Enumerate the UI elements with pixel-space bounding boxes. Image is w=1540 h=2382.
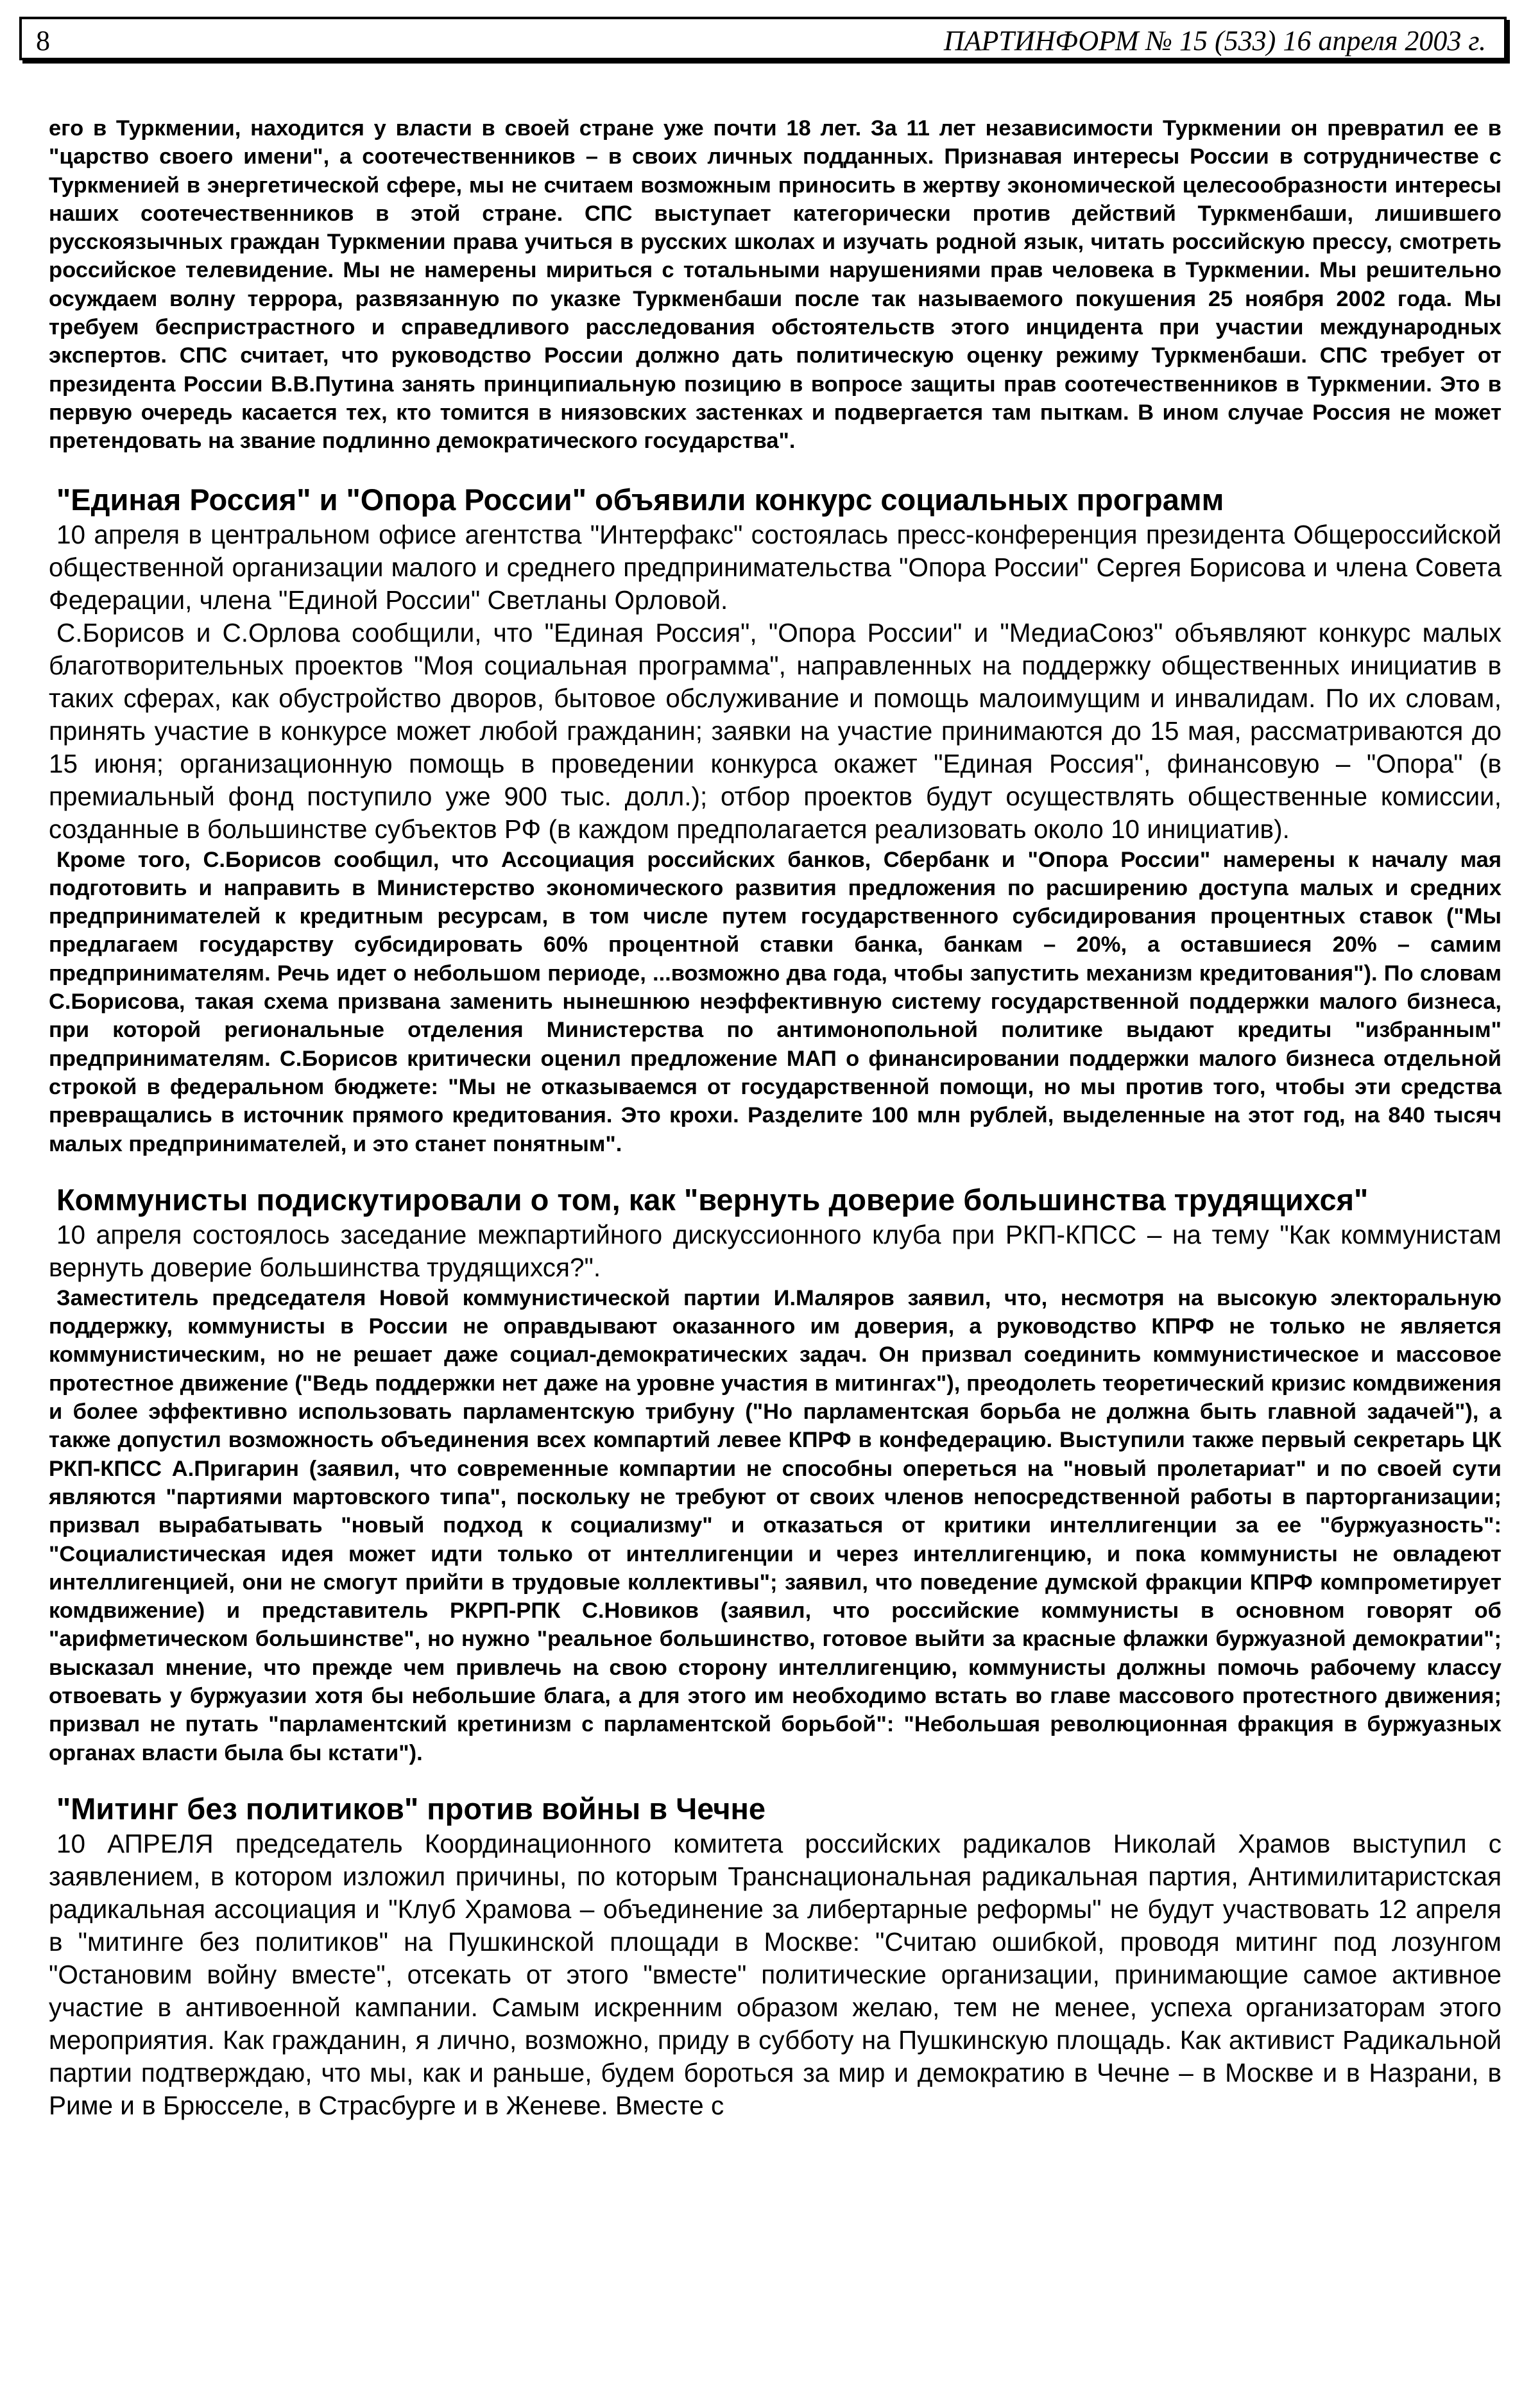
article1-paragraph-2: С.Борисов и С.Орлова сообщили, что "Единая Россия", "Опора России" и "МедиаСоюз" объявляют конкурс малых благотворительных проектов "Моя социальная программа", направленных на поддержку общественных инициатив в таких сферах, как обустройство дворов, бытовое обслуживание и помощь малоимущим и инвалидам. По их словам, принять участие в конкурсе может любой гражданин; заявки на участие принимаются до 15 мая, рассматриваются до 15 июня; организационную помощь в проведении конкурса окажет "Единая Россия", финансовую – "Опора" (в премиальный фонд поступило уже 900 тыс. долл.); отбор проектов будут осуществлять общественные комиссии, созданные в большинстве субъектов РФ (в каждом предполагается реализовать около 10 инициатив). — [49, 617, 1502, 844]
article3-title: "Митинг без политиков" против войны в Чечне — [56, 1791, 766, 1826]
article3-paragraph-1: 10 АПРЕЛЯ председатель Координационного комитета российских радикалов Николай Храмов выступил с заявлением, в котором изложил причины, по которым Транснациональная радикальная партия, Антимилитаристская радикальная ассоциация и "Клуб Храмова – объединение за либертарные реформы" не будут участвовать 12 апреля в "митинге без политиков" на Пушкинской площади в Москве: "Считаю ошибкой, проводя митинг под лозунгом "Остановим войну вместе", отсекать от этого "вместе" политические организации, принимающие самое активное участие в антивоенной кампании. Самым искренним образом желаю, тем не менее, успеха организаторам этого мероприятия. Как гражданин, я лично, возможно, приду в субботу на Пушкинскую площадь. Как активист Радикальной партии подтверждаю, что мы, как и раньше, будем бороться за мир и демократию в Чечне – в Москве и в Назрани, в Риме и в Брюсселе, в Страсбурге и в Женеве. Вместе с — [49, 1828, 1502, 2120]
article2-paragraph-2: Заместитель председателя Новой коммунистической партии И.Маляров заявил, что, несмотря на высокую электоральную поддержку, коммунисты в России не оправдывают оказанного им доверия, а руководство КПРФ не только не является коммунистическим, но не решает даже социал-демократических задач. Он призвал соединить коммунистическое и массовое протестное движение ("Ведь поддержки нет даже на уровне участия в митингах"), преодолеть теоретический кризис комдвижения и более эффективно использовать парламентскую трибуну ("Но парламентская борьба не должна быть главной задачей"), а также допустил возможность объединения всех компартий левее КПРФ в конфедерацию. Выступили также первый секретарь ЦК РКП-КПСС А.Пригарин (заявил, что современные компартии не способны опереться на "новый пролетариат" и по своей сути являются "партиями мартовского типа", поскольку не требуют от своих членов непосредственной работы в парторганизации; призвал вырабатывать "новый подход к социализму" и отказаться от критики интеллигенции за ее "буржуазность": "Социалистическая идея может идти только от интеллигенции и через интеллигенцию, и пока коммунисты не овладеют интеллигенцией, они не смогут прийти в трудовые коллективы"; заявил, что поведение думской фракции КПРФ компрометирует комдвижение) и представитель РКРП-РПК С.Новиков (заявил, что российские коммунисты в основном говорят об "арифметическом большинстве", но нужно "реальное большинство, готовое выйти за красные флажки буржуазной демократии"; высказал мнение, что прежде чем привлечь на свою сторону интеллигенцию, коммунисты должны помочь рабочему классу отвоевать у буржуазии хотя бы небольшие блага, а для этого им необходимо встать во главе массового протестного движения; призвал не путать "парламентский кретинизм с парламентской борьбой": "Небольшая революционная фракция в буржуазных органах власти была бы кстати"). — [49, 1285, 1502, 1765]
article1-title: "Единая Россия" и "Опора России" объявили конкурс социальных программ — [56, 482, 1224, 517]
intro-paragraph: его в Туркмении, находится у власти в своей стране уже почти 18 лет. За 11 лет независимости Туркмении он превратил ее в "царство своего имени", а соотечественников – в своих личных подданных. Признавая интересы России в сотрудничестве с Туркменией в энергетической сфере, мы не считаем возможным приносить в жертву экономической целесообразности интересы наших соотечественников в этой стране. СПС выступает категорически против действий Туркменбаши, лишившего русскоязычных граждан Туркмении права учиться в русских школах и изучать родной язык, читать российскую прессу, смотреть российское телевидение. Мы не намерены мириться с тотальными нарушениями прав человека в Туркмении. Мы решительно осуждаем волну террора, развязанную по указке Туркменбаши после так называемого покушения 25 ноября 2002 года. Мы требуем беспристрастного и справедливого расследования обстоятельств этого инцидента при участии международных экспертов. СПС считает, что руководство России должно дать политическую оценку режиму Туркменбаши. СПС требует от президента России В.В.Путина занять принципиальную позицию в вопросе защиты прав соотечественников в Туркмении. Это в первую очередь касается тех, кто томится в ниязовских застенках и подвергается там пыткам. В ином случае Россия не может претендовать на звание подлинно демократического государства". — [49, 116, 1502, 454]
page-header — [19, 17, 1507, 60]
article2-title: Коммунисты подискутировали о том, как "вернуть доверие большинства трудящихся" — [56, 1182, 1369, 1217]
issue-line: ПАРТИНФОРМ № 15 (533) 16 апреля 2003 г. — [943, 25, 1486, 56]
article1-paragraph-3: Кроме того, С.Борисов сообщил, что Ассоциация российских банков, Сбербанк и "Опора России" намерены к началу мая подготовить и направить в Министерство экономического развития предложения по расширению доступа малых и средних предпринимателей к кредитным ресурсам, в том числе путем государственного субсидирования процентных ставок ("Мы предлагаем государству субсидировать 60% процентной ставки банка, банкам – 20%, а оставшиеся 20% – самим предпринимателям. Речь идет о небольшом периоде, ...возможно два года, чтобы запустить механизм кредитования"). По словам С.Борисова, такая схема призвана заменить нынешнюю неэффективную систему государственной поддержки малого бизнеса, при которой региональные отделения Министерства по антимонопольной политике выдают кредиты "избранным" предпринимателям. С.Борисов критически оценил предложение МАП о финансировании поддержки малого бизнеса отдельной строкой в федеральном бюджете: "Мы не отказываемся от государственной помощи, но мы против того, чтобы эти средства превращались в источник прямого кредитования. Это крохи. Разделите 100 млн рублей, выделенные на этот год, на 840 тысяч малых предпринимателей, и это станет понятным". — [49, 847, 1502, 1156]
article-body — [49, 114, 1502, 2122]
page-number: 8 — [36, 25, 50, 56]
article2-paragraph-1: 10 апреля состоялось заседание межпартийного дискуссионного клуба при РКП-КПСС – на тему "Как коммунистам вернуть доверие большинства трудящихся?". — [49, 1219, 1502, 1282]
article1-paragraph-1: 10 апреля в центральном офисе агентства "Интерфакс" состоялась пресс-конференция президента Общероссийской общественной организации малого и среднего предпринимательства "Опора России" Сергея Борисова и члена Совета Федерации, члена "Единой России" Светланы Орловой. — [49, 519, 1502, 615]
